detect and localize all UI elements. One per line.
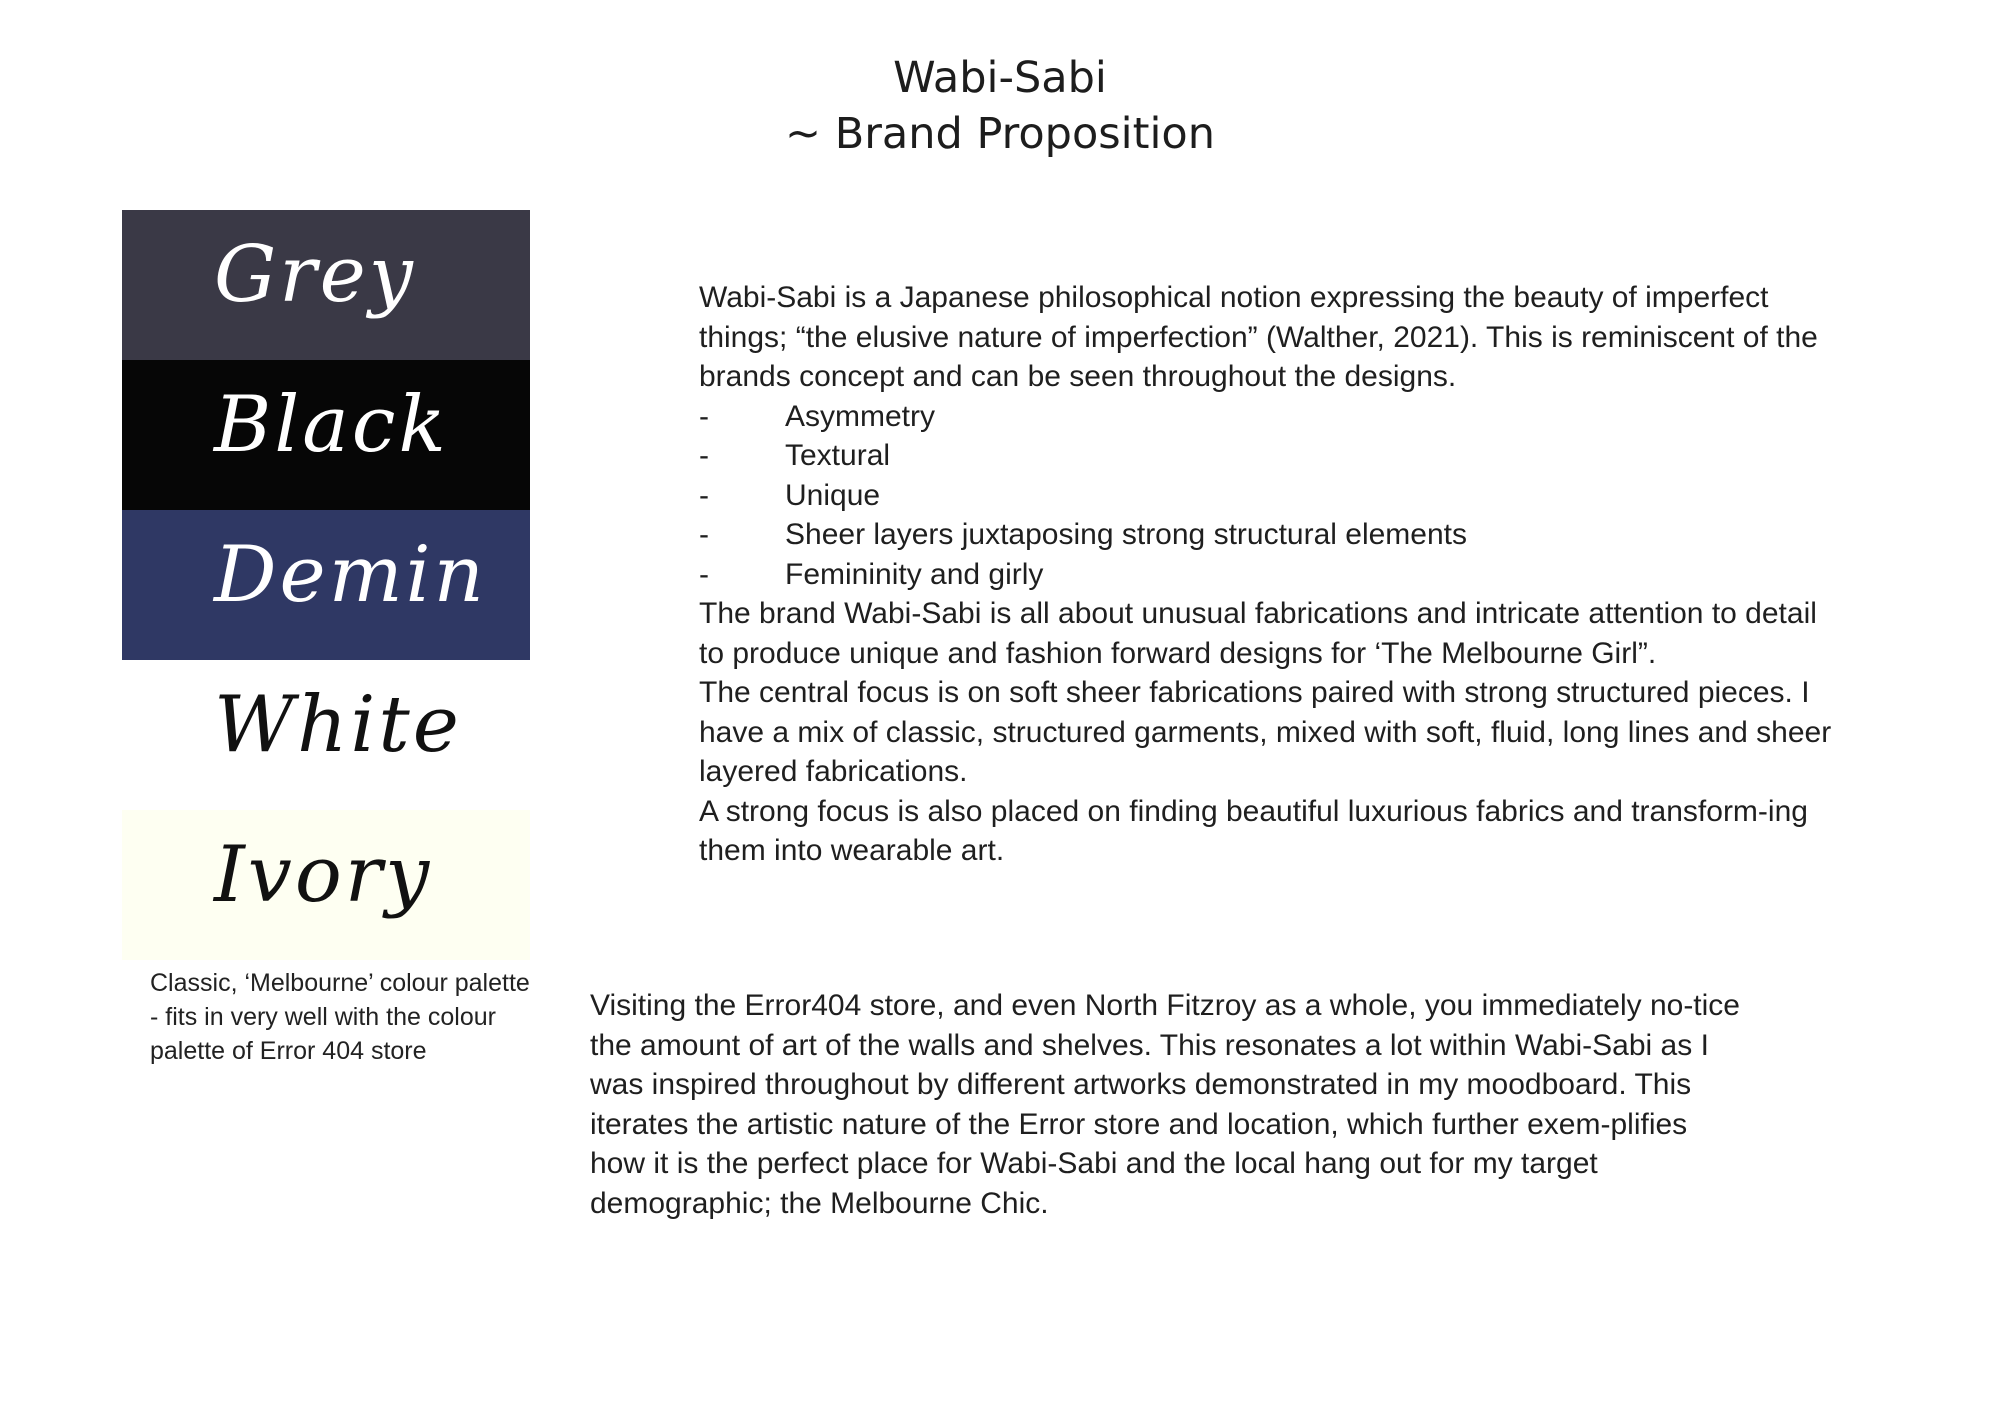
- list-item-label: Sheer layers juxtaposing strong structural elements: [785, 518, 1468, 551]
- swatch-demin: [122, 510, 530, 660]
- title-line-1: Wabi-Sabi: [893, 53, 1107, 103]
- swatch-grey: [122, 210, 530, 360]
- brand-paragraph: The brand Wabi-Sabi is all about unusual fabrications and intricate attention to detail to produce unique and fashion forward designs for ‘The Melbourne Girl”.: [699, 597, 1817, 670]
- list-item: [699, 555, 1839, 595]
- list-item-label: Asymmetry: [785, 399, 935, 433]
- list-item-label: Femininity and girly: [785, 557, 1044, 591]
- list-item: [699, 515, 1839, 555]
- bullet-dash: -: [699, 518, 709, 551]
- store-paragraph: Visiting the Error404 store, and even North Fitzroy as a whole, you immediately no-tice the amount of art of the walls and shelves. This resonates a lot within Wabi-Sabi as I was inspired throughout by different artworks demonstrated in my moodboard. This iterates the artistic nature of the Error store and location, which further exem-plifies how it is the perfect place for Wabi-Sabi and the local hang out for my target demographic; the Melbourne Chic.: [590, 989, 1740, 1220]
- list-item: [699, 397, 1839, 437]
- swatch-label-black: Black: [214, 380, 449, 470]
- swatch-white: [122, 660, 530, 810]
- main-text-block: [699, 278, 1839, 871]
- list-item-label: Textural: [785, 439, 891, 472]
- swatch-label-grey: Grey: [214, 230, 416, 320]
- feature-list: [699, 397, 1839, 595]
- swatch-black: [122, 360, 530, 510]
- title-line-2: ~ Brand Proposition: [785, 109, 1215, 159]
- bullet-dash: -: [699, 399, 709, 433]
- swatch-label-demin: Demin: [214, 530, 487, 620]
- page-title: [0, 50, 2000, 162]
- list-item: [699, 476, 1839, 516]
- bullet-dash: -: [699, 478, 709, 512]
- fabrics-paragraph: A strong focus is also placed on finding beautiful luxurious fabrics and transform-ing them into wearable art.: [699, 794, 1808, 867]
- palette-caption: Classic, ‘Melbourne’ colour palette - fits in very well with the colour palette of Error 404 store: [150, 969, 530, 1065]
- list-item-label: Unique: [785, 478, 881, 512]
- swatch-label-ivory: Ivory: [214, 830, 433, 920]
- bullet-dash: -: [699, 439, 709, 472]
- list-item: [699, 436, 1839, 476]
- intro-paragraph: Wabi-Sabi is a Japanese philosophical notion expressing the beauty of imperfect things; “the elusive nature of imperfection” (Walther, 2021). This is reminiscent of the brands concept and can be seen throughout the designs.: [699, 281, 1818, 393]
- focus-paragraph: The central focus is on soft sheer fabrications paired with strong structured pieces. I have a mix of classic, structured garments, mixed with soft, fluid, long lines and sheer layered fabrications.: [699, 676, 1832, 788]
- swatch-ivory: [122, 810, 530, 960]
- colour-palette: [122, 210, 530, 960]
- bullet-dash: -: [699, 557, 709, 591]
- store-text-block: [590, 986, 1750, 1223]
- swatch-label-white: White: [214, 680, 462, 770]
